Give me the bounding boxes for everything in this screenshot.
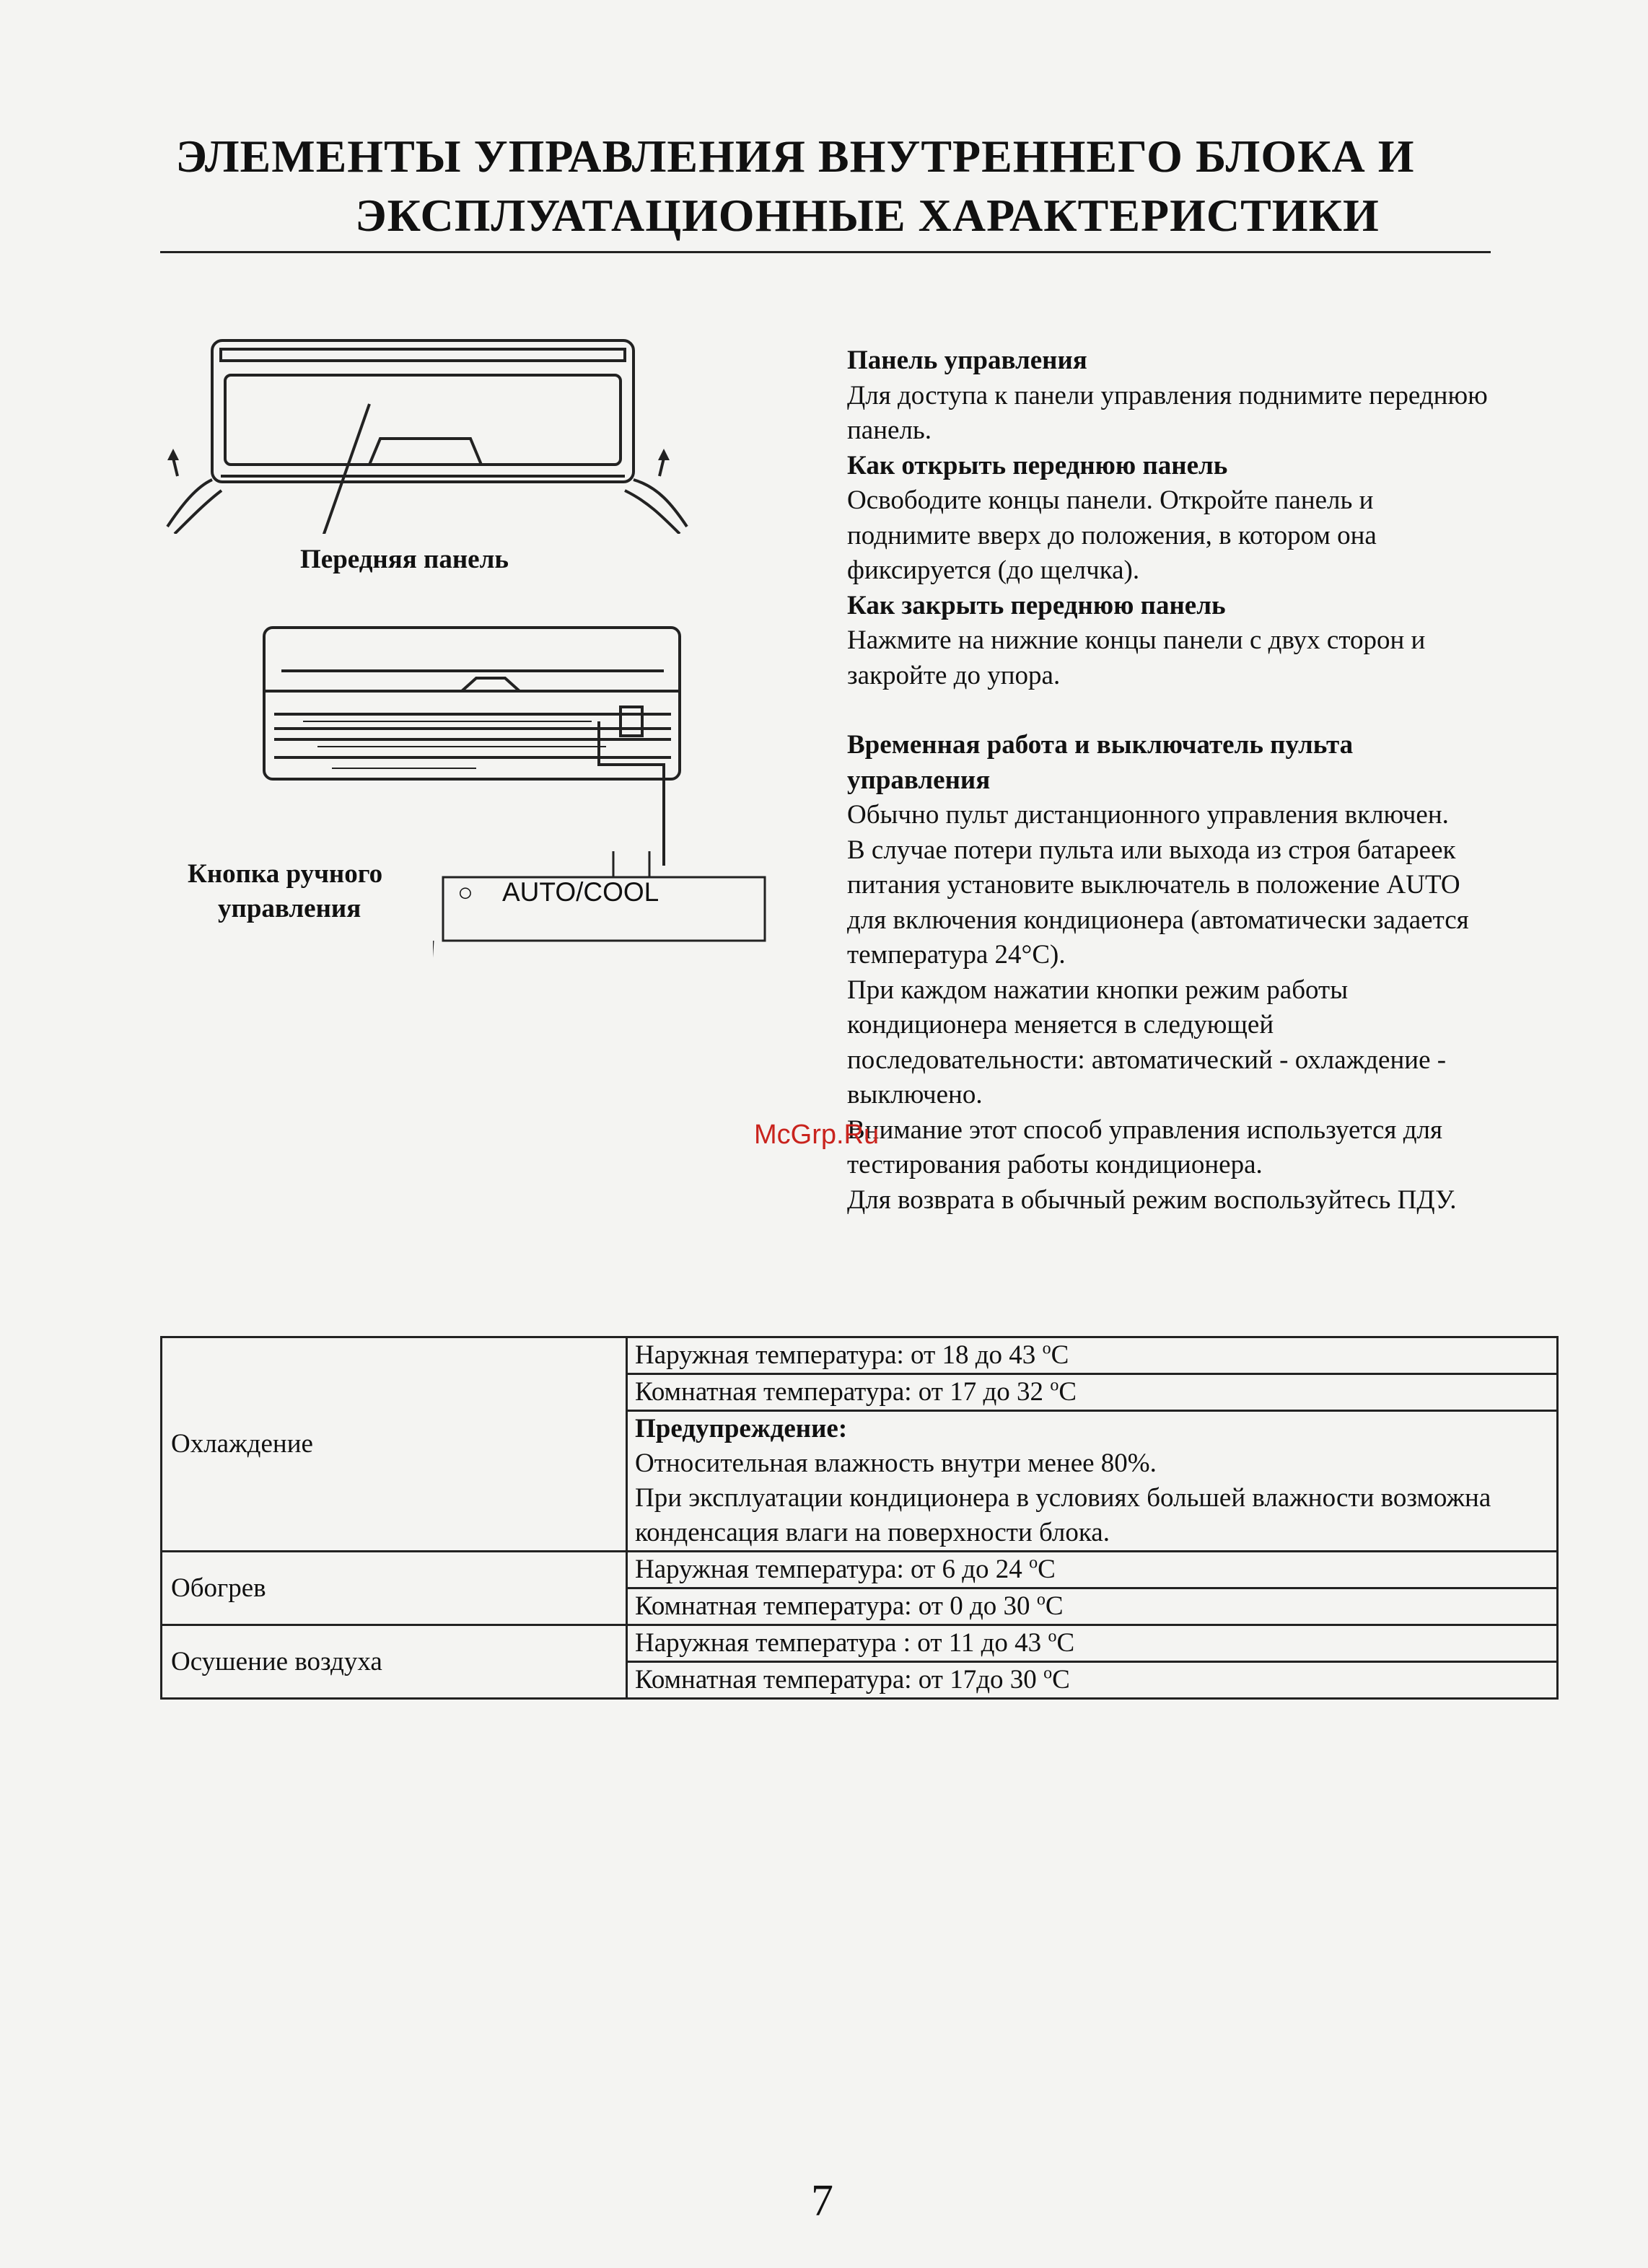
temporary-operation-text-5: Для возврата в обычный режим воспользуйтесь ПДУ. <box>847 1184 1457 1215</box>
cooling-outdoor-temp: Наружная температура: от 18 до 43 $^о$С <box>627 1337 1558 1374</box>
cooling-indoor-temp: Комнатная температура: от 17 до 32 $^о$С <box>627 1374 1558 1411</box>
mode-heating: Обогрев <box>162 1552 627 1625</box>
table-row <box>162 1552 1558 1588</box>
manual-button-label-line2: управления <box>218 894 361 923</box>
panel-heading: Панель управления <box>847 346 1087 375</box>
temporary-operation-text-4: Внимание этот способ управления используется для тестирования работы кондиционера. <box>847 1115 1443 1179</box>
page-number: 7 <box>811 2176 833 2225</box>
mode-cooling: Охлаждение <box>162 1337 627 1552</box>
temporary-operation-text-3: При каждом нажатии кнопки режим работы кондиционера меняется в следующей последовательности: автоматический - охлаждение - выключено. <box>847 975 1447 1109</box>
dry-indoor-temp: Комнатная температура: от 17до 30 $^о$С <box>627 1662 1558 1699</box>
panel-text: Для доступа к панели управления поднимите переднюю панель. <box>847 380 1488 445</box>
open-heading: Как открыть переднюю панель <box>847 450 1228 480</box>
heating-indoor-temp: Комнатная температура: от 0 до 30 $^о$С <box>627 1588 1558 1625</box>
auto-cool-switch-label: AUTO/COOL <box>502 877 659 907</box>
front-panel-illustration <box>153 332 701 534</box>
cooling-warning: Предупреждение: Относительная влажность внутри менее 80%. При эксплуатации кондиционера в условиях большей влажности возможна конденсация влаги на поверхности блока. <box>627 1411 1558 1552</box>
temporary-operation-text-1: Обычно пульт дистанционного управления включен. <box>847 800 1449 830</box>
close-heading: Как закрыть переднюю панель <box>847 590 1226 620</box>
table-row <box>162 1625 1558 1662</box>
page-title-line2: ЭКСПЛУАТАЦИОННЫЕ ХАРАКТЕРИСТИКИ <box>355 190 1380 241</box>
mode-dry: Осушение воздуха <box>162 1625 627 1699</box>
open-text: Освободите концы панели. Откройте панель и поднимите вверх до положения, в котором она фиксируется (до щелчка). <box>847 485 1377 585</box>
page-title-line1: ЭЛЕМЕНТЫ УПРАВЛЕНИЯ ВНУТРЕННЕГО БЛОКА И <box>175 131 1415 182</box>
front-panel-label: Передняя панель <box>300 545 509 574</box>
table-row <box>162 1337 1558 1374</box>
close-text: Нажмите на нижние концы панели с двух сторон и закройте до упора. <box>847 625 1426 690</box>
temporary-operation-text-2: В случае потери пульта или выхода из строя батареек питания установите выключатель в положение AUTO для включения кондиционера (автоматически задается температура 24°С). <box>847 835 1469 970</box>
title-divider <box>160 251 1491 253</box>
heating-outdoor-temp: Наружная температура: от 6 до 24 $^о$С <box>627 1552 1558 1588</box>
switch-marker-icon: ○ <box>457 877 473 907</box>
operating-conditions-table <box>160 1336 1559 1700</box>
temporary-operation-heading: Временная работа и выключатель пульта управления <box>847 730 1354 795</box>
manual-button-label-line1: Кнопка ручного <box>188 859 383 889</box>
dry-outdoor-temp: Наружная температура : от 11 до 43 $^о$С <box>627 1625 1558 1662</box>
watermark: McGrp.Ru <box>754 1120 880 1150</box>
instructions-column <box>847 343 1496 1218</box>
